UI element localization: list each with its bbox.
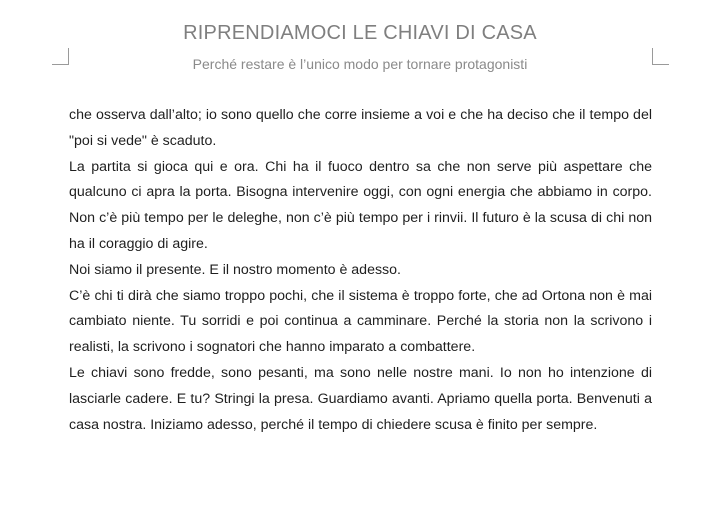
page-title: RIPRENDIAMOCI LE CHIAVI DI CASA bbox=[183, 22, 537, 44]
margin-corner-left bbox=[52, 48, 69, 65]
paragraph: La partita si gioca qui e ora. Chi ha il fuoco dentro sa che non serve più aspettare che qualcuno ci apra la porta. Bisogna intervenire oggi, con ogni energia che abbiamo in corpo. Non c’è più tempo per le deleghe, non c’è più tempo per i rinvii. Il futuro è la scusa di chi non ha il coraggio di agire. bbox=[69, 158, 652, 252]
paragraph: Noi siamo il presente. E il nostro momento è adesso. bbox=[69, 261, 401, 278]
document-body bbox=[69, 103, 652, 438]
paragraph: Le chiavi sono fredde, sono pesanti, ma sono nelle nostre mani. Io non ho intenzione di lasciarle cadere. E tu? Stringi la presa. Guardiamo avanti. Apriamo quella porta. Benvenuti a casa nostra. Iniziamo adesso, perché il tempo di chiedere scusa è finito per sempre. bbox=[69, 364, 652, 433]
page-subtitle: Perché restare è l’unico modo per tornare protagonisti bbox=[192, 56, 528, 72]
paragraph: C’è chi ti dirà che siamo troppo pochi, che il sistema è troppo forte, che ad Ortona non è mai cambiato niente. Tu sorridi e poi continua a camminare. Perché la storia non la scrivono i realisti, la scrivono i sognatori che hanno imparato a combattere. bbox=[69, 287, 652, 356]
margin-corner-right bbox=[652, 48, 669, 65]
paragraph: che osserva dall’alto; io sono quello che corre insieme a voi e che ha deciso che il tempo del "poi si vede" è scaduto. bbox=[69, 107, 652, 149]
